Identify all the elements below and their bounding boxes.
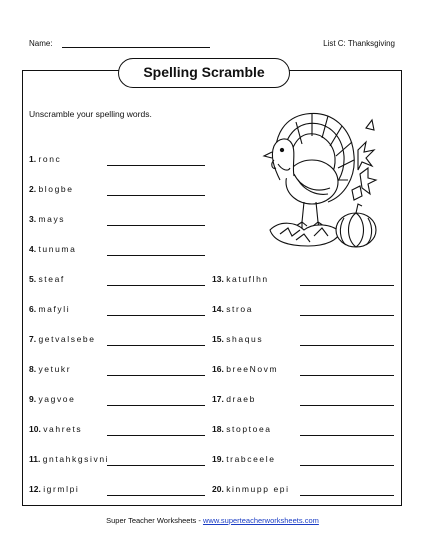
answer-blank[interactable]: [107, 225, 205, 226]
item-number: 18.: [212, 424, 227, 434]
item-number: 15.: [212, 334, 227, 344]
instructions: Unscramble your spelling words.: [29, 109, 152, 119]
answer-blank[interactable]: [300, 405, 394, 406]
word-item: [212, 394, 256, 404]
item-number: 1.: [29, 154, 39, 164]
answer-blank[interactable]: [107, 315, 205, 316]
answer-blank[interactable]: [107, 195, 205, 196]
answer-blank[interactable]: [107, 405, 205, 406]
answer-blank[interactable]: [300, 435, 394, 436]
answer-blank[interactable]: [107, 375, 205, 376]
footer-credit: Super Teacher Worksheets -: [106, 516, 203, 525]
item-number: 14.: [212, 304, 227, 314]
word-item: [29, 334, 96, 344]
scrambled-word: igrmlpi: [43, 484, 80, 494]
answer-blank[interactable]: [300, 285, 394, 286]
word-item: [29, 484, 79, 494]
word-item: [212, 454, 276, 464]
answer-blank[interactable]: [107, 285, 205, 286]
answer-blank[interactable]: [107, 165, 205, 166]
item-number: 20.: [212, 484, 227, 494]
scrambled-word: yagvoe: [38, 394, 76, 404]
word-item: [212, 334, 263, 344]
scrambled-word: mays: [38, 214, 66, 224]
scrambled-word: draeb: [226, 394, 256, 404]
scrambled-word: mafyli: [38, 304, 71, 314]
scrambled-word: tunuma: [38, 244, 77, 254]
item-number: 17.: [212, 394, 227, 404]
footer-link[interactable]: www.superteacherworksheets.com: [202, 516, 319, 525]
name-blank[interactable]: [62, 47, 210, 48]
scrambled-word: gntahkgsivni: [42, 454, 110, 464]
word-item: [212, 304, 253, 314]
word-item: [212, 274, 269, 284]
scrambled-word: yetukr: [38, 364, 72, 374]
turkey-pumpkin-illustration-icon: [240, 100, 380, 265]
answer-blank[interactable]: [300, 495, 394, 496]
item-number: 6.: [29, 304, 39, 314]
footer: [0, 516, 425, 525]
item-number: 10.: [29, 424, 44, 434]
word-item: [29, 304, 70, 314]
scrambled-word: ronc: [38, 154, 62, 164]
item-number: 13.: [212, 274, 227, 284]
word-item: [212, 424, 272, 434]
answer-blank[interactable]: [300, 465, 394, 466]
item-number: 5.: [29, 274, 39, 284]
answer-blank[interactable]: [300, 375, 394, 376]
scrambled-word: stroa: [226, 304, 254, 314]
word-item: [29, 454, 109, 464]
scrambled-word: kinmupp epi: [226, 484, 290, 494]
word-item: [29, 184, 74, 194]
scrambled-word: trabceele: [226, 454, 276, 464]
answer-blank[interactable]: [107, 255, 205, 256]
item-number: 16.: [212, 364, 227, 374]
item-number: 4.: [29, 244, 39, 254]
word-item: [29, 364, 71, 374]
word-item: [212, 484, 290, 494]
item-number: 12.: [29, 484, 44, 494]
answer-blank[interactable]: [300, 345, 394, 346]
item-number: 19.: [212, 454, 227, 464]
scrambled-word: breeNovm: [226, 364, 279, 374]
word-item: [29, 394, 75, 404]
item-number: 8.: [29, 364, 39, 374]
scrambled-word: shaqus: [226, 334, 264, 344]
scrambled-word: vahrets: [43, 424, 83, 434]
scrambled-word: stoptoea: [226, 424, 272, 434]
item-number: 3.: [29, 214, 39, 224]
item-number: 2.: [29, 184, 39, 194]
word-item: [29, 154, 61, 164]
answer-blank[interactable]: [107, 495, 205, 496]
answer-blank[interactable]: [107, 465, 205, 466]
scrambled-word: steaf: [38, 274, 65, 284]
word-item: [29, 214, 65, 224]
answer-blank[interactable]: [300, 315, 394, 316]
word-item: [29, 424, 82, 434]
item-number: 9.: [29, 394, 39, 404]
item-number: 7.: [29, 334, 39, 344]
item-number: 11.: [29, 454, 43, 464]
word-item: [212, 364, 278, 374]
scrambled-word: blogbe: [38, 184, 74, 194]
answer-blank[interactable]: [107, 435, 205, 436]
list-label: List C: Thanksgiving: [323, 39, 395, 48]
scrambled-word: getvalsebe: [38, 334, 96, 344]
answer-blank[interactable]: [107, 345, 205, 346]
word-item: [29, 244, 76, 254]
worksheet-title: Spelling Scramble: [118, 58, 290, 88]
scrambled-word: katuflhn: [226, 274, 269, 284]
name-label: Name:: [29, 39, 53, 48]
word-item: [29, 274, 65, 284]
